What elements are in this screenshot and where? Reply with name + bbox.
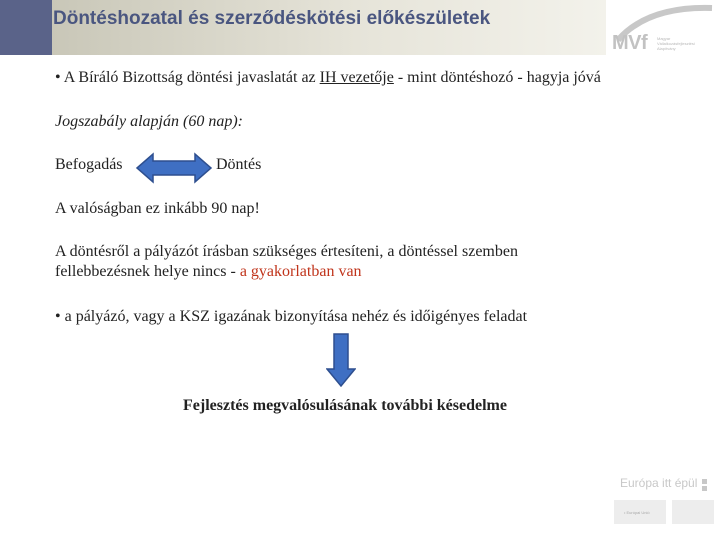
down-arrow-icon	[326, 333, 356, 387]
legal-basis-text: Jogszabály alapján (60 nap):	[55, 113, 243, 130]
colon-dots-icon	[700, 478, 710, 492]
footer-logo-placeholder	[672, 500, 714, 524]
header-accent-block	[0, 0, 52, 55]
arrow-label-left: Befogadás	[55, 156, 123, 173]
logo-subtitle: Magyar Vállalkozásfejlesztési Alapítvány	[657, 36, 695, 51]
logo-brand: MVf	[612, 32, 648, 54]
notify-line-1: A döntésről a pályázót írásban szükséges értesíteni, a döntéssel szemben	[55, 243, 518, 260]
conclusion-text: Fejlesztés megvalósulásának további késedelme	[183, 397, 507, 414]
reality-text: A valóságban ez inkább 90 nap!	[55, 200, 260, 217]
bullet-proof: • a pályázó, vagy a KSZ igazának bizonyítása nehéz és időigényes feladat	[55, 308, 528, 325]
notify-line-2: fellebbezésnek helye nincs - a gyakorlatban van	[55, 263, 362, 280]
eu-box-label: • Európai Unió	[624, 510, 650, 515]
page-title: Döntéshozatal és szerződéskötési előkészületek	[53, 8, 491, 29]
arrow-label-right: Döntés	[216, 156, 262, 173]
europa-label: Európa itt épül	[620, 476, 698, 490]
bullet-decision: • A Bíráló Bizottság döntési javaslatát az IH vezetője - mint döntéshozó - hagyja jóvá	[55, 69, 601, 86]
double-arrow-icon	[135, 152, 213, 184]
